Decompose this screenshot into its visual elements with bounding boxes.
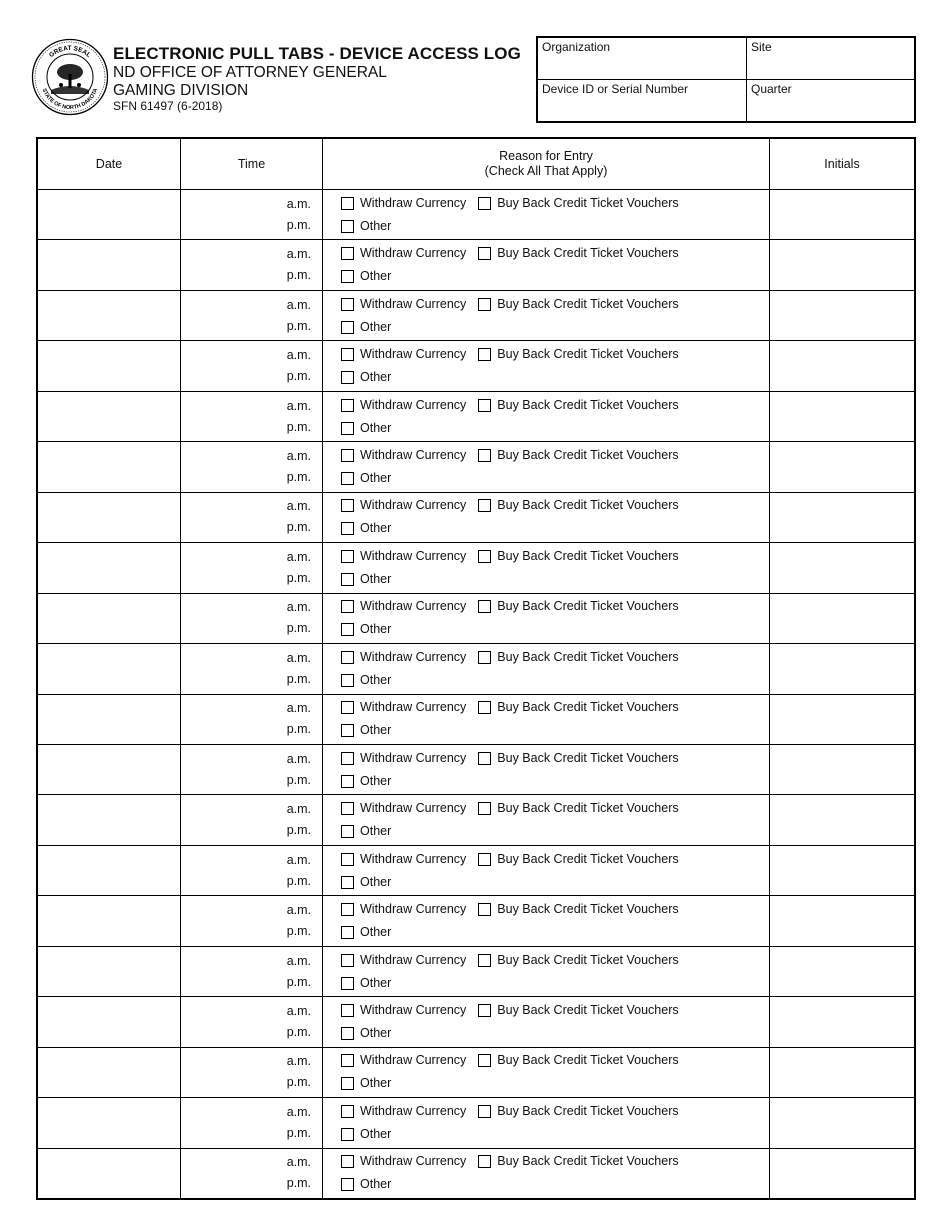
initials-cell[interactable]	[770, 947, 914, 996]
initials-cell[interactable]	[770, 1149, 914, 1198]
seal-top-text: GREAT SEAL	[47, 44, 93, 60]
buy-back-vouchers-label: Buy Back Credit Ticket Vouchers	[497, 397, 679, 412]
initials-cell[interactable]	[770, 1048, 914, 1097]
other-label: Other	[360, 773, 392, 788]
buy-back-vouchers-label: Buy Back Credit Ticket Vouchers	[497, 649, 679, 664]
initials-cell[interactable]	[770, 795, 914, 844]
reason-cell	[323, 644, 770, 693]
buy-back-vouchers-label: Buy Back Credit Ticket Vouchers	[497, 1002, 679, 1017]
pm-label: p.m.	[286, 1075, 311, 1090]
device-id-field[interactable]	[538, 80, 747, 122]
withdraw-currency-label: Withdraw Currency	[360, 801, 467, 816]
reason-cell	[323, 846, 770, 895]
withdraw-currency-checkbox[interactable]	[341, 1105, 354, 1118]
other-checkbox[interactable]	[341, 876, 354, 889]
am-label: a.m.	[286, 650, 311, 665]
withdraw-currency-label: Withdraw Currency	[360, 599, 467, 614]
withdraw-currency-label: Withdraw Currency	[360, 296, 467, 311]
reason-cell	[323, 745, 770, 794]
am-label: a.m.	[286, 348, 311, 363]
header-reason-note: (Check All That Apply)	[484, 164, 608, 178]
header-reason-title: Reason for Entry	[499, 149, 593, 163]
withdraw-currency-label: Withdraw Currency	[360, 1002, 467, 1017]
buy-back-vouchers-checkbox[interactable]	[478, 954, 491, 967]
log-row	[38, 543, 914, 593]
other-checkbox[interactable]	[341, 472, 354, 485]
reason-cell	[323, 291, 770, 340]
withdraw-currency-checkbox[interactable]	[341, 1155, 354, 1168]
reason-cell	[323, 392, 770, 441]
buy-back-vouchers-checkbox[interactable]	[478, 247, 491, 260]
other-label: Other	[360, 1177, 392, 1192]
initials-cell[interactable]	[770, 997, 914, 1046]
device-id-label: Device ID or Serial Number	[542, 81, 689, 96]
withdraw-currency-checkbox[interactable]	[341, 802, 354, 815]
withdraw-currency-checkbox[interactable]	[341, 954, 354, 967]
log-row	[38, 493, 914, 543]
other-checkbox[interactable]	[341, 623, 354, 636]
access-log-table	[36, 137, 916, 1200]
buy-back-vouchers-label: Buy Back Credit Ticket Vouchers	[497, 750, 679, 765]
log-row	[38, 997, 914, 1047]
date-cell[interactable]	[38, 543, 181, 592]
date-cell[interactable]	[38, 392, 181, 441]
date-cell[interactable]	[38, 341, 181, 390]
time-cell[interactable]	[181, 240, 323, 289]
initials-cell[interactable]	[770, 745, 914, 794]
other-label: Other	[360, 672, 392, 687]
form-title-block	[113, 44, 521, 114]
date-cell[interactable]	[38, 1048, 181, 1097]
buy-back-vouchers-checkbox[interactable]	[478, 298, 491, 311]
buy-back-vouchers-label: Buy Back Credit Ticket Vouchers	[497, 1053, 679, 1068]
other-checkbox[interactable]	[341, 422, 354, 435]
time-cell[interactable]	[181, 896, 323, 945]
time-cell[interactable]	[181, 543, 323, 592]
table-header	[38, 139, 914, 190]
buy-back-vouchers-label: Buy Back Credit Ticket Vouchers	[497, 447, 679, 462]
site-field[interactable]	[747, 38, 914, 80]
buy-back-vouchers-checkbox[interactable]	[478, 651, 491, 664]
pm-label: p.m.	[286, 217, 311, 232]
withdraw-currency-label: Withdraw Currency	[360, 1053, 467, 1068]
reason-cell	[323, 442, 770, 491]
pm-label: p.m.	[286, 823, 311, 838]
pm-label: p.m.	[286, 520, 311, 535]
buy-back-vouchers-label: Buy Back Credit Ticket Vouchers	[497, 1154, 679, 1169]
withdraw-currency-checkbox[interactable]	[341, 399, 354, 412]
date-cell[interactable]	[38, 896, 181, 945]
withdraw-currency-label: Withdraw Currency	[360, 246, 467, 261]
am-label: a.m.	[286, 549, 311, 564]
withdraw-currency-checkbox[interactable]	[341, 600, 354, 613]
buy-back-vouchers-checkbox[interactable]	[478, 1004, 491, 1017]
time-cell[interactable]	[181, 745, 323, 794]
withdraw-currency-checkbox[interactable]	[341, 449, 354, 462]
time-cell[interactable]	[181, 695, 323, 744]
other-checkbox[interactable]	[341, 1027, 354, 1040]
withdraw-currency-checkbox[interactable]	[341, 752, 354, 765]
other-label: Other	[360, 874, 392, 889]
pm-label: p.m.	[286, 1125, 311, 1140]
other-checkbox[interactable]	[341, 1128, 354, 1141]
pm-label: p.m.	[286, 268, 311, 283]
reason-cell	[323, 594, 770, 643]
other-checkbox[interactable]	[341, 825, 354, 838]
withdraw-currency-checkbox[interactable]	[341, 247, 354, 260]
office-name: ND OFFICE OF ATTORNEY GENERAL	[113, 64, 387, 81]
date-cell[interactable]	[38, 493, 181, 542]
header-initials: Initials	[824, 156, 860, 171]
pm-label: p.m.	[286, 671, 311, 686]
log-row	[38, 341, 914, 391]
buy-back-vouchers-checkbox[interactable]	[478, 600, 491, 613]
withdraw-currency-checkbox[interactable]	[341, 903, 354, 916]
reason-cell	[323, 493, 770, 542]
time-cell[interactable]	[181, 644, 323, 693]
log-row	[38, 846, 914, 896]
pm-label: p.m.	[286, 772, 311, 787]
date-cell[interactable]	[38, 291, 181, 340]
buy-back-vouchers-label: Buy Back Credit Ticket Vouchers	[497, 599, 679, 614]
other-checkbox[interactable]	[341, 220, 354, 233]
other-checkbox[interactable]	[341, 270, 354, 283]
withdraw-currency-checkbox[interactable]	[341, 1004, 354, 1017]
am-label: a.m.	[286, 802, 311, 817]
other-checkbox[interactable]	[341, 573, 354, 586]
withdraw-currency-checkbox[interactable]	[341, 550, 354, 563]
buy-back-vouchers-label: Buy Back Credit Ticket Vouchers	[497, 296, 679, 311]
am-label: a.m.	[286, 1104, 311, 1119]
date-cell[interactable]	[38, 594, 181, 643]
division-name: GAMING DIVISION	[113, 81, 249, 99]
other-label: Other	[360, 370, 392, 385]
initials-cell[interactable]	[770, 594, 914, 643]
initials-cell[interactable]	[770, 240, 914, 289]
log-row	[38, 594, 914, 644]
state-seal	[31, 38, 109, 116]
initials-cell[interactable]	[770, 190, 914, 239]
reason-cell	[323, 795, 770, 844]
am-label: a.m.	[286, 1155, 311, 1170]
withdraw-currency-checkbox[interactable]	[341, 651, 354, 664]
date-cell[interactable]	[38, 1098, 181, 1147]
withdraw-currency-label: Withdraw Currency	[360, 902, 467, 917]
header-reason	[323, 139, 770, 189]
am-label: a.m.	[286, 499, 311, 514]
buy-back-vouchers-label: Buy Back Credit Ticket Vouchers	[497, 851, 679, 866]
time-cell[interactable]	[181, 1098, 323, 1147]
reason-cell	[323, 695, 770, 744]
date-cell[interactable]	[38, 795, 181, 844]
withdraw-currency-checkbox[interactable]	[341, 348, 354, 361]
withdraw-currency-label: Withdraw Currency	[360, 447, 467, 462]
log-row	[38, 695, 914, 745]
buy-back-vouchers-label: Buy Back Credit Ticket Vouchers	[497, 952, 679, 967]
am-label: a.m.	[286, 701, 311, 716]
initials-cell[interactable]	[770, 543, 914, 592]
log-row	[38, 947, 914, 997]
time-cell[interactable]	[181, 392, 323, 441]
log-row	[38, 795, 914, 845]
other-label: Other	[360, 824, 392, 839]
time-cell[interactable]	[181, 947, 323, 996]
date-cell[interactable]	[38, 1149, 181, 1198]
pm-label: p.m.	[286, 469, 311, 484]
withdraw-currency-checkbox[interactable]	[341, 197, 354, 210]
buy-back-vouchers-checkbox[interactable]	[478, 1155, 491, 1168]
buy-back-vouchers-label: Buy Back Credit Ticket Vouchers	[497, 801, 679, 816]
other-label: Other	[360, 975, 392, 990]
withdraw-currency-label: Withdraw Currency	[360, 952, 467, 967]
reason-cell	[323, 896, 770, 945]
reason-cell	[323, 1149, 770, 1198]
quarter-label: Quarter	[751, 81, 792, 96]
quarter-field[interactable]	[747, 80, 914, 122]
buy-back-vouchers-checkbox[interactable]	[478, 197, 491, 210]
am-label: a.m.	[286, 1054, 311, 1069]
am-label: a.m.	[286, 398, 311, 413]
initials-cell[interactable]	[770, 1098, 914, 1147]
am-label: a.m.	[286, 953, 311, 968]
reason-cell	[323, 543, 770, 592]
other-label: Other	[360, 723, 392, 738]
date-cell[interactable]	[38, 695, 181, 744]
pm-label: p.m.	[286, 974, 311, 989]
time-cell[interactable]	[181, 442, 323, 491]
buy-back-vouchers-checkbox[interactable]	[478, 903, 491, 916]
pm-label: p.m.	[286, 722, 311, 737]
buy-back-vouchers-checkbox[interactable]	[478, 348, 491, 361]
buy-back-vouchers-checkbox[interactable]	[478, 399, 491, 412]
svg-text:GREAT SEAL	[48, 45, 92, 59]
initials-cell[interactable]	[770, 392, 914, 441]
buy-back-vouchers-checkbox[interactable]	[478, 550, 491, 563]
date-cell[interactable]	[38, 190, 181, 239]
date-cell[interactable]	[38, 947, 181, 996]
log-row	[38, 1098, 914, 1148]
log-row	[38, 1149, 914, 1198]
other-label: Other	[360, 218, 392, 233]
other-checkbox[interactable]	[341, 674, 354, 687]
initials-cell[interactable]	[770, 695, 914, 744]
buy-back-vouchers-label: Buy Back Credit Ticket Vouchers	[497, 902, 679, 917]
initials-cell[interactable]	[770, 291, 914, 340]
log-row	[38, 392, 914, 442]
pm-label: p.m.	[286, 1024, 311, 1039]
am-label: a.m.	[286, 852, 311, 867]
withdraw-currency-label: Withdraw Currency	[360, 750, 467, 765]
time-cell[interactable]	[181, 1048, 323, 1097]
buy-back-vouchers-label: Buy Back Credit Ticket Vouchers	[497, 246, 679, 261]
time-cell[interactable]	[181, 493, 323, 542]
other-checkbox[interactable]	[341, 321, 354, 334]
time-cell[interactable]	[181, 594, 323, 643]
withdraw-currency-checkbox[interactable]	[341, 853, 354, 866]
other-label: Other	[360, 269, 392, 284]
buy-back-vouchers-label: Buy Back Credit Ticket Vouchers	[497, 548, 679, 563]
header-time: Time	[181, 139, 323, 189]
reason-cell	[323, 1048, 770, 1097]
am-label: a.m.	[286, 297, 311, 312]
log-row	[38, 1048, 914, 1098]
log-row	[38, 291, 914, 341]
buy-back-vouchers-checkbox[interactable]	[478, 449, 491, 462]
buy-back-vouchers-checkbox[interactable]	[478, 752, 491, 765]
time-cell[interactable]	[181, 1149, 323, 1198]
pm-label: p.m.	[286, 369, 311, 384]
am-label: a.m.	[286, 247, 311, 262]
buy-back-vouchers-checkbox[interactable]	[478, 853, 491, 866]
organization-label: Organization	[542, 40, 611, 54]
buy-back-vouchers-label: Buy Back Credit Ticket Vouchers	[497, 498, 679, 513]
other-label: Other	[360, 925, 392, 940]
withdraw-currency-checkbox[interactable]	[341, 298, 354, 311]
withdraw-currency-checkbox[interactable]	[341, 1054, 354, 1067]
buy-back-vouchers-label: Buy Back Credit Ticket Vouchers	[497, 195, 679, 210]
withdraw-currency-label: Withdraw Currency	[360, 1154, 467, 1169]
buy-back-vouchers-checkbox[interactable]	[478, 802, 491, 815]
withdraw-currency-label: Withdraw Currency	[360, 347, 467, 362]
log-row	[38, 442, 914, 492]
pm-label: p.m.	[286, 873, 311, 888]
date-cell[interactable]	[38, 745, 181, 794]
withdraw-currency-checkbox[interactable]	[341, 701, 354, 714]
initials-cell[interactable]	[770, 442, 914, 491]
time-cell[interactable]	[181, 846, 323, 895]
form-number: SFN 61497 (6-2018)	[113, 99, 223, 113]
log-row	[38, 240, 914, 290]
am-label: a.m.	[286, 448, 311, 463]
pm-label: p.m.	[286, 924, 311, 939]
reason-cell	[323, 997, 770, 1046]
time-cell[interactable]	[181, 341, 323, 390]
withdraw-currency-label: Withdraw Currency	[360, 1103, 467, 1118]
other-label: Other	[360, 1126, 392, 1141]
withdraw-currency-checkbox[interactable]	[341, 499, 354, 512]
other-checkbox[interactable]	[341, 1077, 354, 1090]
pm-label: p.m.	[286, 419, 311, 434]
time-cell[interactable]	[181, 291, 323, 340]
am-label: a.m.	[286, 751, 311, 766]
reason-cell	[323, 341, 770, 390]
withdraw-currency-label: Withdraw Currency	[360, 649, 467, 664]
other-label: Other	[360, 319, 392, 334]
date-cell[interactable]	[38, 442, 181, 491]
withdraw-currency-label: Withdraw Currency	[360, 700, 467, 715]
site-label: Site	[751, 40, 772, 54]
form-title: ELECTRONIC PULL TABS - DEVICE ACCESS LOG	[113, 44, 521, 63]
pm-label: p.m.	[286, 621, 311, 636]
initials-cell[interactable]	[770, 896, 914, 945]
withdraw-currency-label: Withdraw Currency	[360, 397, 467, 412]
other-label: Other	[360, 1076, 392, 1091]
buy-back-vouchers-label: Buy Back Credit Ticket Vouchers	[497, 1103, 679, 1118]
pm-label: p.m.	[286, 318, 311, 333]
withdraw-currency-label: Withdraw Currency	[360, 498, 467, 513]
time-cell[interactable]	[181, 795, 323, 844]
log-row	[38, 190, 914, 240]
other-checkbox[interactable]	[341, 926, 354, 939]
pm-label: p.m.	[286, 1176, 311, 1191]
date-cell[interactable]	[38, 997, 181, 1046]
buy-back-vouchers-checkbox[interactable]	[478, 701, 491, 714]
organization-field[interactable]	[538, 38, 747, 80]
other-label: Other	[360, 521, 392, 536]
withdraw-currency-label: Withdraw Currency	[360, 195, 467, 210]
reason-cell	[323, 190, 770, 239]
reason-cell	[323, 240, 770, 289]
buy-back-vouchers-label: Buy Back Credit Ticket Vouchers	[497, 700, 679, 715]
initials-cell[interactable]	[770, 493, 914, 542]
am-label: a.m.	[286, 196, 311, 211]
initials-cell[interactable]	[770, 846, 914, 895]
other-checkbox[interactable]	[341, 775, 354, 788]
buy-back-vouchers-checkbox[interactable]	[478, 1105, 491, 1118]
log-row	[38, 745, 914, 795]
other-checkbox[interactable]	[341, 724, 354, 737]
seal-bottom-text: STATE OF NORTH DAKOTA	[40, 87, 100, 112]
reason-cell	[323, 1098, 770, 1147]
other-label: Other	[360, 571, 392, 586]
time-cell[interactable]	[181, 190, 323, 239]
am-label: a.m.	[286, 903, 311, 918]
header-date: Date	[38, 139, 181, 189]
log-row	[38, 644, 914, 694]
buy-back-vouchers-label: Buy Back Credit Ticket Vouchers	[497, 347, 679, 362]
date-cell[interactable]	[38, 644, 181, 693]
other-label: Other	[360, 1025, 392, 1040]
initials-cell[interactable]	[770, 341, 914, 390]
other-checkbox[interactable]	[341, 977, 354, 990]
am-label: a.m.	[286, 600, 311, 615]
log-row	[38, 896, 914, 946]
reason-cell	[323, 947, 770, 996]
other-checkbox[interactable]	[341, 522, 354, 535]
other-label: Other	[360, 622, 392, 637]
time-cell[interactable]	[181, 997, 323, 1046]
withdraw-currency-label: Withdraw Currency	[360, 851, 467, 866]
other-label: Other	[360, 420, 392, 435]
info-box	[536, 36, 916, 123]
withdraw-currency-label: Withdraw Currency	[360, 548, 467, 563]
other-checkbox[interactable]	[341, 1178, 354, 1191]
buy-back-vouchers-checkbox[interactable]	[478, 499, 491, 512]
initials-cell[interactable]	[770, 644, 914, 693]
date-cell[interactable]	[38, 240, 181, 289]
date-cell[interactable]	[38, 846, 181, 895]
am-label: a.m.	[286, 1003, 311, 1018]
other-checkbox[interactable]	[341, 371, 354, 384]
other-label: Other	[360, 470, 392, 485]
buy-back-vouchers-checkbox[interactable]	[478, 1054, 491, 1067]
pm-label: p.m.	[286, 570, 311, 585]
